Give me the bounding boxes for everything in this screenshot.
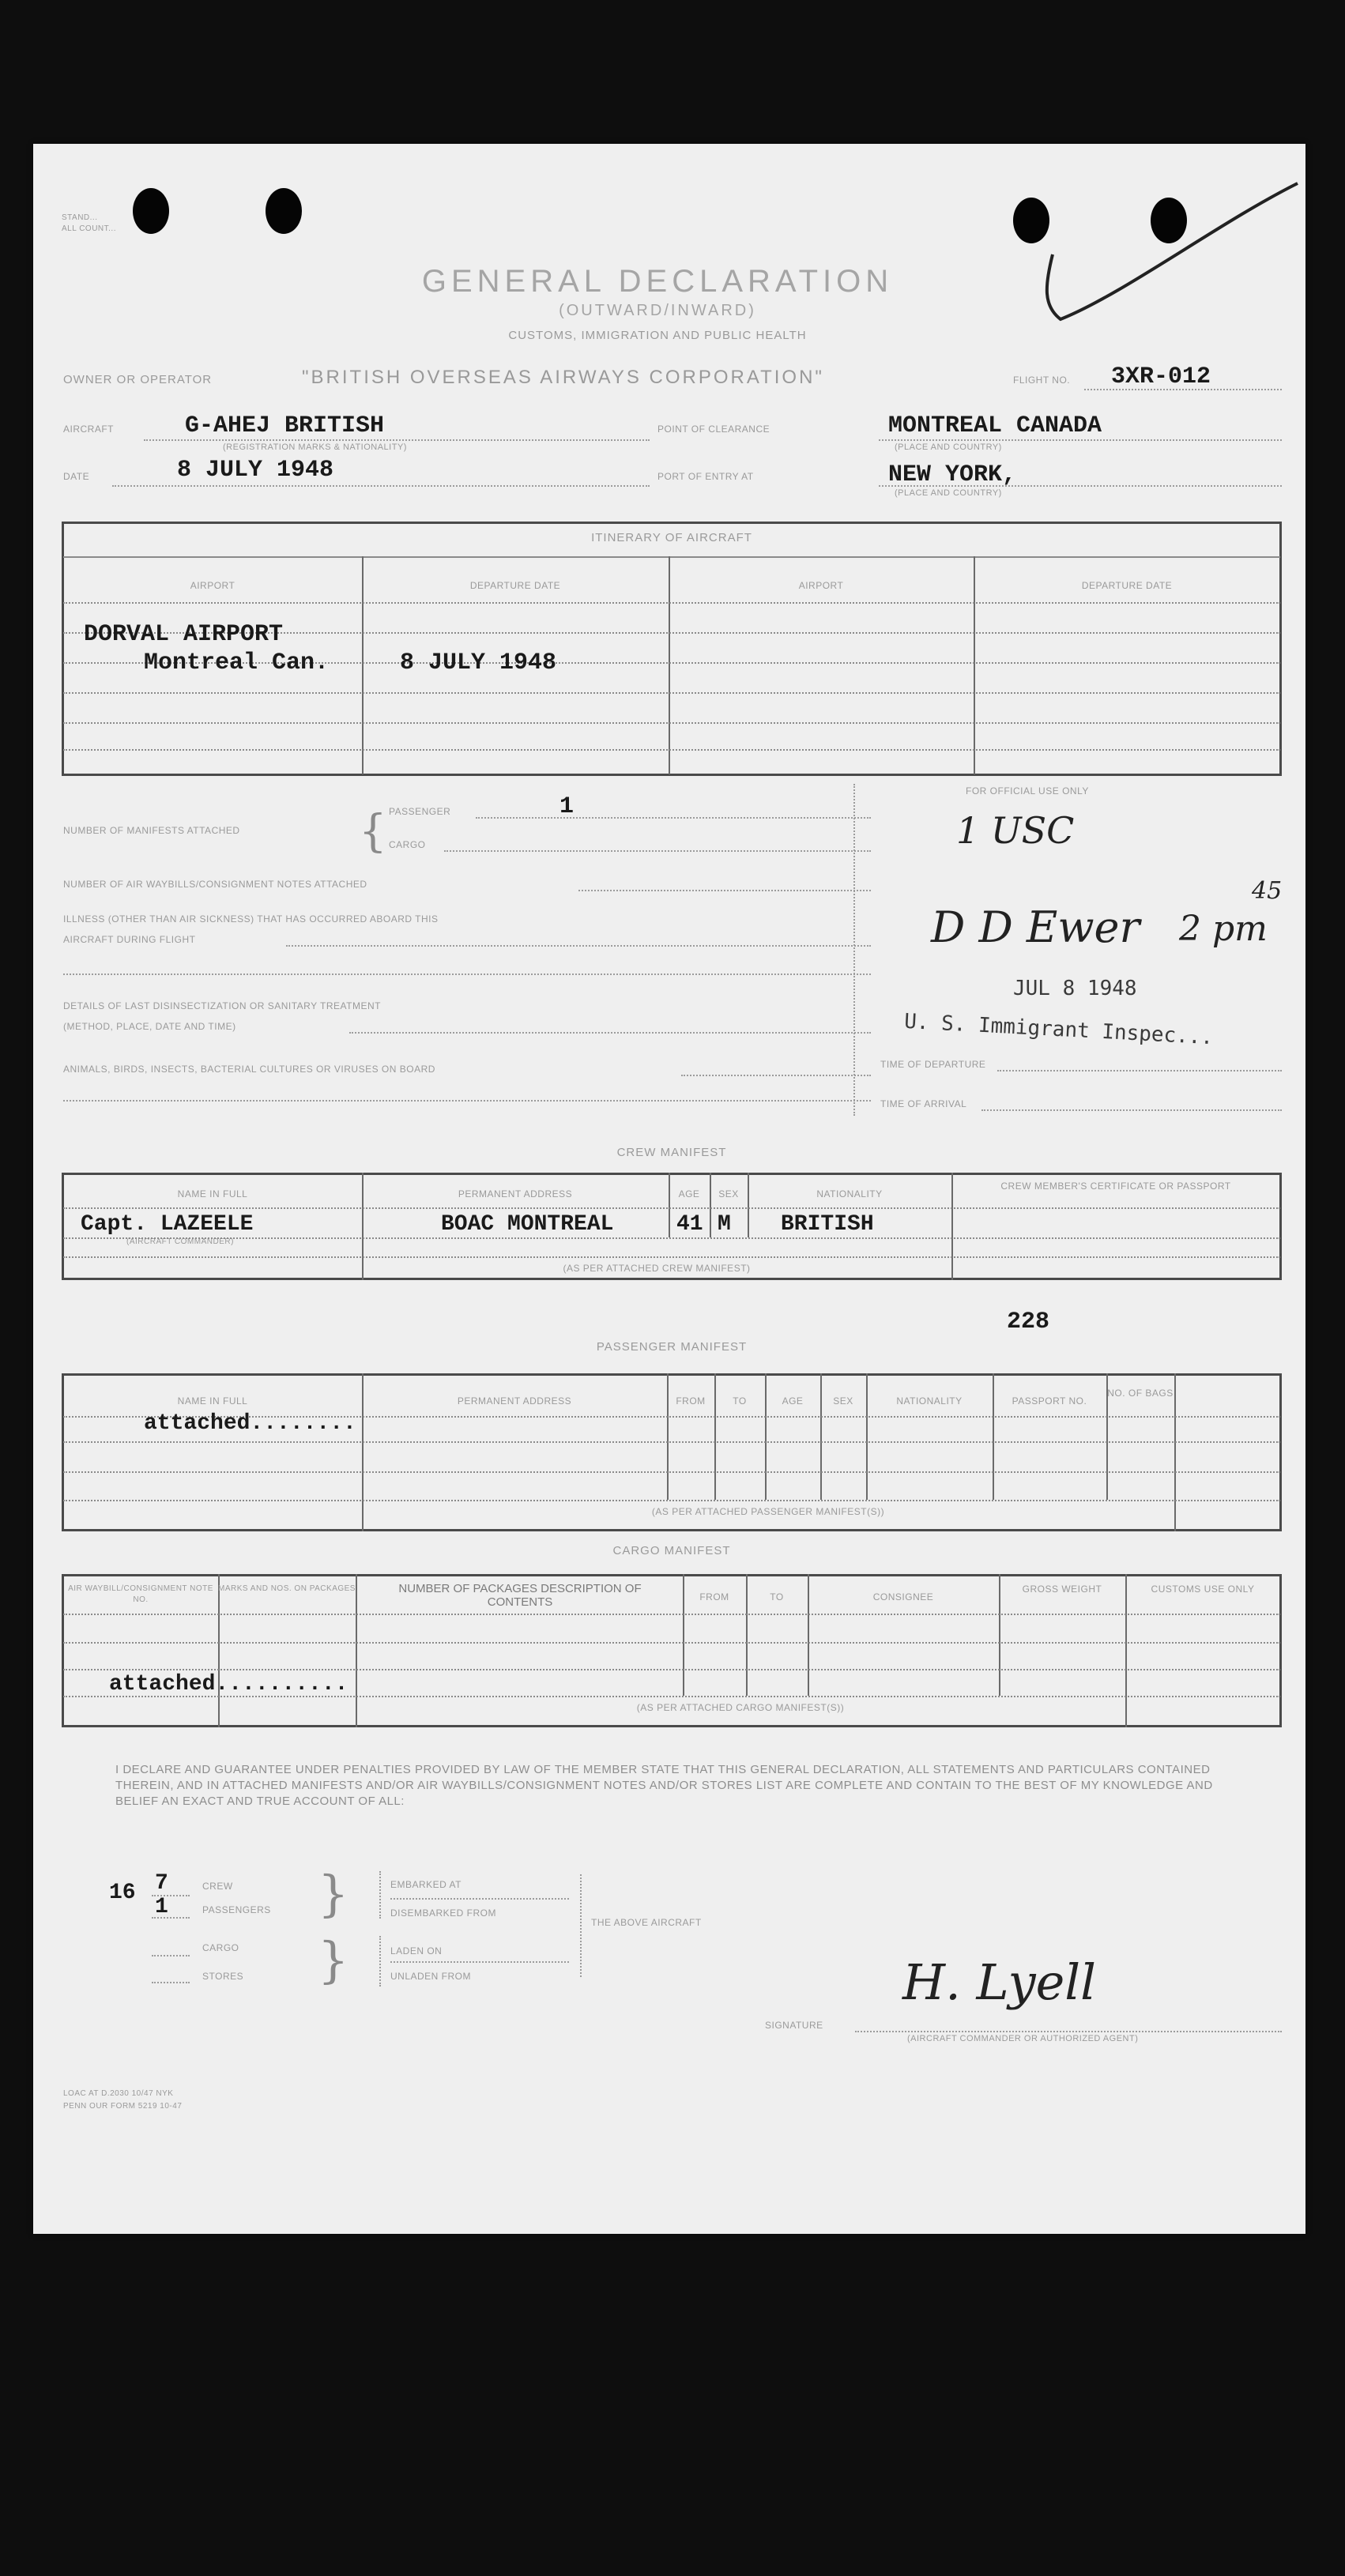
commander-caption: (AIRCRAFT COMMANDER) bbox=[126, 1237, 234, 1246]
form-authorities: CUSTOMS, IMMIGRATION AND PUBLIC HEALTH bbox=[508, 329, 807, 342]
passenger-title: PASSENGER MANIFEST bbox=[596, 1340, 748, 1354]
stamp-date: JUL 8 1948 bbox=[1013, 977, 1137, 1000]
passenger-col-sex: SEX bbox=[833, 1395, 853, 1407]
standard-note-1: STAND... bbox=[62, 213, 98, 222]
crew-col-address: PERMANENT ADDRESS bbox=[458, 1188, 573, 1199]
inspection-time: 2 pm bbox=[1179, 909, 1268, 949]
disembarked-label: DISEMBARKED FROM bbox=[390, 1908, 497, 1919]
declaration-form bbox=[33, 144, 1305, 2234]
unladen-label: UNLADEN FROM bbox=[390, 1971, 472, 1982]
punch-hole bbox=[266, 188, 302, 234]
crew-label: CREW bbox=[202, 1881, 233, 1892]
registration-caption: (REGISTRATION MARKS & NATIONALITY) bbox=[223, 443, 407, 452]
owner-value: "BRITISH OVERSEAS AIRWAYS CORPORATION" bbox=[302, 367, 824, 388]
crew-col-age: AGE bbox=[678, 1188, 700, 1199]
crew-col-sex: SEX bbox=[718, 1188, 739, 1199]
passenger-footer: (AS PER ATTACHED PASSENGER MANIFEST(S)) bbox=[651, 1506, 885, 1517]
commander-signature: H. Lyell bbox=[902, 1953, 1096, 2011]
clearance-value: MONTREAL CANADA bbox=[888, 412, 1102, 439]
passenger-count: 1 bbox=[155, 1895, 168, 1919]
manifests-label: NUMBER OF MANIFESTS ATTACHED bbox=[63, 825, 240, 836]
cargo-col-packages: NUMBER OF PACKAGES DESCRIPTION OF CONTENTS bbox=[398, 1582, 642, 1609]
waybills-label: NUMBER OF AIR WAYBILLS/CONSIGNMENT NOTES ATTACHED bbox=[63, 879, 367, 890]
crew-count: 7 bbox=[155, 1871, 168, 1896]
inspection-time-minutes: 45 bbox=[1252, 877, 1283, 905]
inspector-signature: D D Ewer bbox=[931, 902, 1140, 952]
passenger-col-to: TO bbox=[733, 1395, 747, 1407]
crew-col-name: NAME IN FULL bbox=[177, 1188, 248, 1199]
crew-footer: (AS PER ATTACHED CREW MANIFEST) bbox=[563, 1263, 751, 1274]
itinerary-col-date-2: DEPARTURE DATE bbox=[1081, 580, 1173, 591]
brace-icon: } bbox=[318, 1865, 349, 1923]
signature-label: SIGNATURE bbox=[765, 2020, 823, 2031]
departure-time-label: TIME OF DEPARTURE bbox=[880, 1059, 986, 1070]
passenger-col-name: NAME IN FULL bbox=[177, 1395, 248, 1407]
entry-value: NEW YORK, bbox=[888, 461, 1017, 488]
itinerary-airport-line-1: DORVAL AIRPORT bbox=[84, 621, 284, 648]
crew-col-certificate: CREW MEMBER'S CERTIFICATE OR PASSPORT bbox=[1000, 1181, 1231, 1192]
date-label: DATE bbox=[63, 471, 90, 482]
clearance-label: POINT OF CLEARANCE bbox=[657, 424, 770, 435]
passenger-col-from: FROM bbox=[676, 1395, 706, 1407]
passenger-value: attached........ bbox=[144, 1411, 356, 1436]
cargo-footer: (AS PER ATTACHED CARGO MANIFEST(S)) bbox=[636, 1702, 845, 1713]
crew-age: 41 bbox=[676, 1212, 703, 1237]
punch-hole bbox=[133, 188, 169, 234]
above-aircraft-label: THE ABOVE AIRCRAFT bbox=[591, 1917, 702, 1928]
stores-label: STORES bbox=[202, 1971, 244, 1982]
crew-col-nationality: NATIONALITY bbox=[816, 1188, 883, 1199]
stamp-text: U. S. Immigrant Inspec... bbox=[903, 1009, 1214, 1050]
itinerary-col-airport-1: AIRPORT bbox=[190, 580, 235, 591]
cargo-col-consignee: CONSIGNEE bbox=[872, 1591, 934, 1602]
itinerary-departure-date: 8 JULY 1948 bbox=[400, 650, 557, 676]
print-code-2: PENN OUR FORM 5219 10-47 bbox=[63, 2102, 183, 2111]
laden-label: LADEN ON bbox=[390, 1945, 443, 1956]
cargo-label: CARGO bbox=[389, 839, 426, 850]
flight-label: FLIGHT NO. bbox=[1013, 375, 1071, 386]
passenger-col-age: AGE bbox=[782, 1395, 804, 1407]
place-country-caption-2: (PLACE AND COUNTRY) bbox=[895, 488, 1002, 498]
check-mark-icon bbox=[997, 175, 1305, 326]
crew-name: Capt. LAZEELE bbox=[81, 1212, 254, 1237]
passenger-col-bags: NO. OF BAGS bbox=[1107, 1388, 1174, 1399]
place-country-caption: (PLACE AND COUNTRY) bbox=[895, 443, 1002, 452]
cargo-col-marks: MARKS AND NOS. ON PACKAGES bbox=[218, 1584, 356, 1593]
owner-label: OWNER OR OPERATOR bbox=[63, 373, 213, 386]
cargo-count-label: CARGO bbox=[202, 1942, 239, 1953]
disinsect-label-2: (METHOD, PLACE, DATE AND TIME) bbox=[63, 1021, 236, 1032]
passengers-label: PASSENGERS bbox=[202, 1904, 271, 1915]
entry-label: PORT OF ENTRY AT bbox=[657, 471, 754, 482]
passenger-label: PASSENGER bbox=[389, 806, 451, 817]
passenger-col-address: PERMANENT ADDRESS bbox=[457, 1395, 572, 1407]
embarked-label: EMBARKED AT bbox=[390, 1879, 462, 1890]
aircraft-label: AIRCRAFT bbox=[63, 424, 114, 435]
declaration-text: I DECLARE AND GUARANTEE UNDER PENALTIES PROVIDED BY LAW OF THE MEMBER STATE THAT THIS GENERAL DECLARATION, ALL STATEMENTS AND PARTICULARS CONTAINED THEREIN, AND IN ATTACHED MANIFESTS AND/OR AIR WAYBILLS/CONSIGNMENT NOTES AND/OR STORES LIST ARE COMPLETE AND CONTAIN TO THE BEST OF MY KNOWLEDGE AND BELIEF AN EXACT AND TRUE ACCOUNT OF ALL: bbox=[115, 1763, 1213, 1808]
passenger-col-nationality: NATIONALITY bbox=[896, 1395, 963, 1407]
cargo-col-to: TO bbox=[770, 1591, 784, 1602]
print-code-1: LOAC AT D.2030 10/47 NYK bbox=[63, 2089, 174, 2098]
illness-label-2: AIRCRAFT DURING FLIGHT bbox=[63, 934, 196, 945]
passenger-col-passport: PASSPORT NO. bbox=[1012, 1395, 1087, 1407]
passenger-value: 1 bbox=[559, 793, 575, 820]
illness-label-1: ILLNESS (OTHER THAN AIR SICKNESS) THAT HAS OCCURRED ABOARD THIS bbox=[63, 913, 439, 925]
crew-sex: M bbox=[718, 1212, 731, 1237]
arrival-time-label: TIME OF ARRIVAL bbox=[880, 1098, 967, 1109]
cargo-col-from: FROM bbox=[699, 1591, 729, 1602]
official-note: 1 USC bbox=[956, 809, 1075, 852]
date-value: 8 JULY 1948 bbox=[177, 457, 334, 484]
cargo-col-weight: GROSS WEIGHT bbox=[1022, 1584, 1102, 1595]
standard-note-2: ALL COUNT... bbox=[62, 224, 116, 233]
brace-icon: { bbox=[359, 806, 387, 857]
aircraft-value: G-AHEJ BRITISH bbox=[185, 412, 385, 439]
itinerary-col-airport-2: AIRPORT bbox=[798, 580, 844, 591]
count-total: 16 bbox=[109, 1881, 136, 1905]
itinerary-airport-line-2: Montreal Can. bbox=[144, 650, 330, 676]
brace-icon: } bbox=[318, 1931, 349, 1989]
itinerary-table bbox=[62, 522, 1282, 776]
crew-title: CREW MANIFEST bbox=[616, 1146, 727, 1159]
crew-address: BOAC MONTREAL bbox=[441, 1212, 614, 1237]
crew-number: 228 bbox=[1007, 1309, 1050, 1335]
cargo-value: attached.......... bbox=[109, 1672, 348, 1697]
itinerary-col-date-1: DEPARTURE DATE bbox=[469, 580, 561, 591]
official-title: FOR OFFICIAL USE ONLY bbox=[966, 785, 1089, 797]
animals-label: ANIMALS, BIRDS, INSECTS, BACTERIAL CULTURES OR VIRUSES ON BOARD bbox=[63, 1064, 435, 1075]
form-title: GENERAL DECLARATION bbox=[421, 264, 894, 299]
form-subtitle: (OUTWARD/INWARD) bbox=[559, 302, 756, 319]
signature-caption: (AIRCRAFT COMMANDER OR AUTHORIZED AGENT) bbox=[907, 2034, 1139, 2043]
disinsect-label-1: DETAILS OF LAST DISINSECTIZATION OR SANITARY TREATMENT bbox=[63, 1000, 381, 1011]
cargo-title: CARGO MANIFEST bbox=[612, 1544, 731, 1557]
itinerary-title: ITINERARY OF AIRCRAFT bbox=[591, 531, 752, 544]
flight-value: 3XR-012 bbox=[1111, 363, 1211, 390]
cargo-col-waybill: AIR WAYBILL/CONSIGNMENT NOTE NO. bbox=[68, 1584, 213, 1604]
crew-nationality: BRITISH bbox=[781, 1212, 874, 1237]
cargo-col-customs: CUSTOMS USE ONLY bbox=[1151, 1584, 1255, 1595]
